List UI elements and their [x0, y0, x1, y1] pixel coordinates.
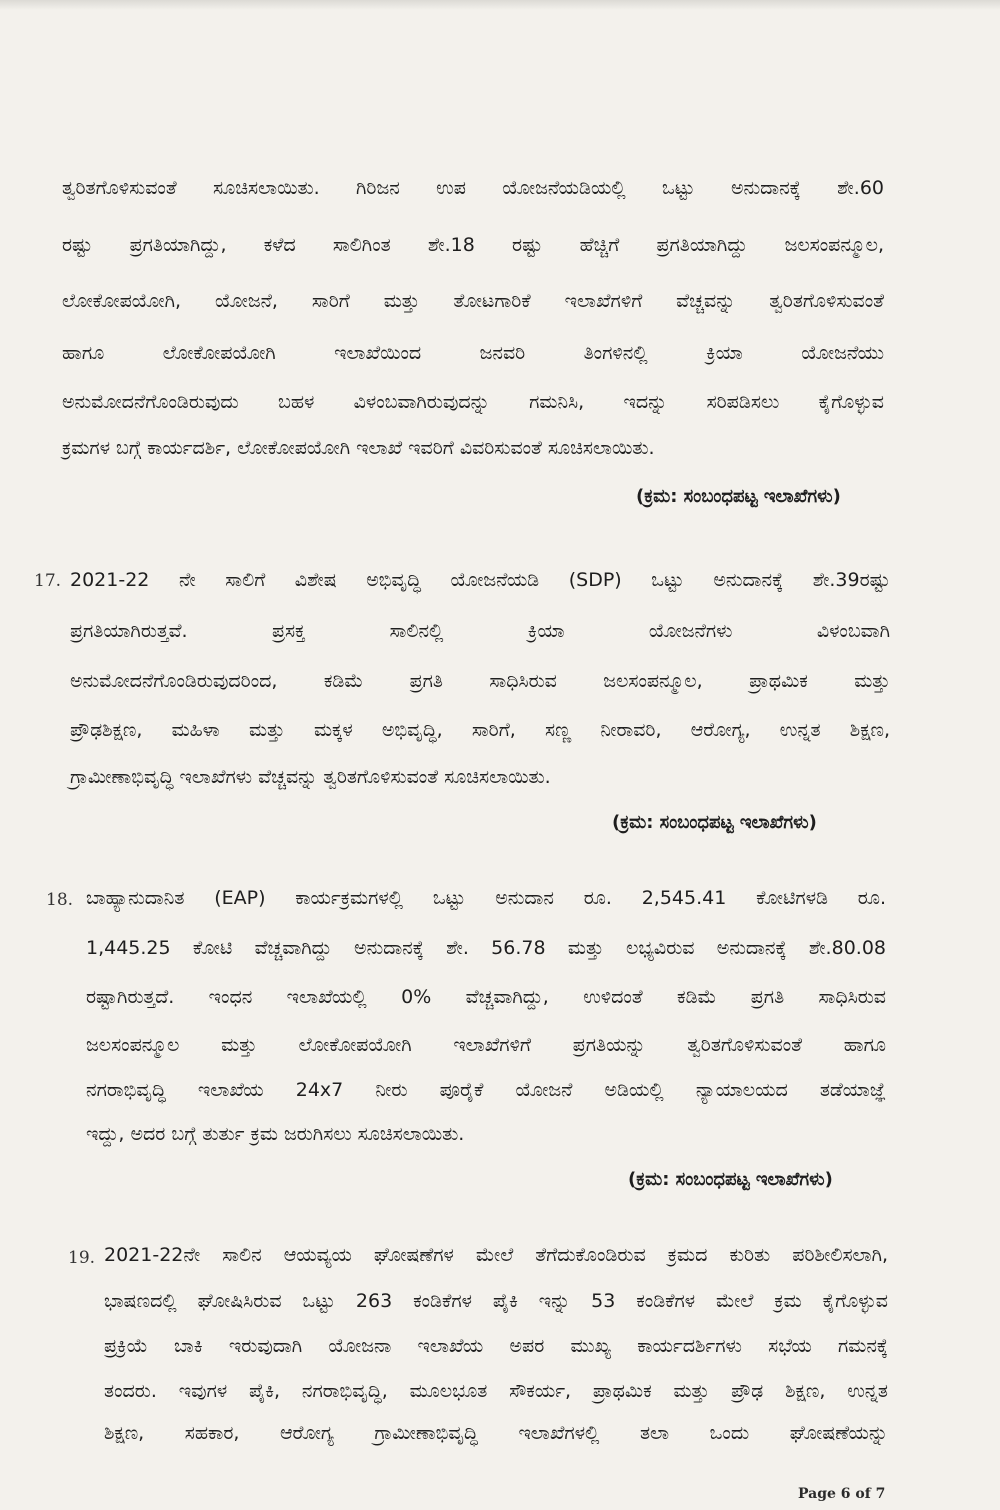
text-line: ಶಿಕ್ಷಣ, ಸಹಕಾರ, ಆರೋಗ್ಯ ಗ್ರಾಮೀಣಾಭಿವೃದ್ಧಿ ಇಲಾಖೆಗಳಲ್ಲಿ ತಲಾ ಒಂದು ಘೋಷಣೆಯನ್ನು: [104, 1422, 888, 1444]
text-line: ಪ್ರಗತಿಯಾಗಿರುತ್ತವೆ. ಪ್ರಸಕ್ತ ಸಾಲಿನಲ್ಲಿ ಕ್ರಿಯಾ ಯೋಜನೆಗಳು ವಿಳಂಬವಾಗಿ: [70, 620, 890, 642]
item-number: 18.: [46, 890, 74, 910]
text-line: ಪ್ರಕ್ರಿಯೆ ಬಾಕಿ ಇರುವುದಾಗಿ ಯೋಜನಾ ಇಲಾಖೆಯ ಅಪರ ಮುಖ್ಯ ಕಾರ್ಯದರ್ಶಿಗಳು ಸಭೆಯ ಗಮನಕ್ಕೆ: [104, 1335, 888, 1357]
text-line: ಅನುಮೋದನೆಗೊಂಡಿರುವುದು ಬಹಳ ವಿಳಂಬವಾಗಿರುವುದನ್ನು ಗಮನಿಸಿ, ಇದನ್ನು ಸರಿಪಡಿಸಲು ಕೈಗೊಳ್ಳುವ: [62, 391, 884, 413]
page-top-edge: [0, 0, 1000, 10]
item-number: 19.: [68, 1248, 96, 1268]
text-line: ತ್ವರಿತಗೊಳಿಸುವಂತೆ ಸೂಚಿಸಲಾಯಿತು. ಗಿರಿಜನ ಉಪ ಯೋಜನೆಯಡಿಯಲ್ಲಿ ಒಟ್ಟು ಅನುದಾನಕ್ಕೆ ಶೇ.60: [62, 177, 884, 199]
text-line: ಹಾಗೂ ಲೋಕೋಪಯೋಗಿ ಇಲಾಖೆಯಿಂದ ಜನವರಿ ತಿಂಗಳಿನಲ್ಲಿ ಕ್ರಿಯಾ ಯೋಜನೆಯು: [62, 342, 884, 364]
text-line: ಇದ್ದು, ಅದರ ಬಗ್ಗೆ ತುರ್ತು ಕ್ರಮ ಜರುಗಿಸಲು ಸೂಚಿಸಲಾಯಿತು.: [86, 1123, 465, 1145]
text-line: ರಷ್ಟು ಪ್ರಗತಿಯಾಗಿದ್ದು, ಕಳೆದ ಸಾಲಿಗಿಂತ ಶೇ.18 ರಷ್ಟು ಹೆಚ್ಚಿಗೆ ಪ್ರಗತಿಯಾಗಿದ್ದು ಜಲಸಂಪನ್ಮೂಲ,: [62, 234, 884, 256]
text-line: ಲೋಕೋಪಯೋಗಿ, ಯೋಜನೆ, ಸಾರಿಗೆ ಮತ್ತು ತೋಟಗಾರಿಕೆ ಇಲಾಖೆಗಳಿಗೆ ವೆಚ್ಚವನ್ನು ತ್ವರಿತಗೊಳಿಸುವಂತೆ: [62, 290, 884, 312]
action-attribution: (ಕ್ರಮ: ಸಂಬಂಧಪಟ್ಟ ಇಲಾಖೆಗಳು): [636, 486, 841, 507]
action-attribution: (ಕ್ರಮ: ಸಂಬಂಧಪಟ್ಟ ಇಲಾಖೆಗಳು): [612, 812, 817, 833]
text-line: ಭಾಷಣದಲ್ಲಿ ಘೋಷಿಸಿರುವ ಒಟ್ಟು 263 ಕಂಡಿಕೆಗಳ ಪೈಕಿ ಇನ್ನು 53 ಕಂಡಿಕೆಗಳ ಮೇಲೆ ಕ್ರಮ ಕೈಗೊಳ್ಳುವ: [104, 1290, 888, 1312]
page-number: Page 6 of 7: [798, 1486, 886, 1502]
text-line: ನಗರಾಭಿವೃದ್ಧಿ ಇಲಾಖೆಯ 24x7 ನೀರು ಪೂರೈಕೆ ಯೋಜನೆ ಅಡಿಯಲ್ಲಿ ನ್ಯಾಯಾಲಯದ ತಡೆಯಾಜ್ಞೆ: [86, 1079, 886, 1101]
text-line: ರಷ್ಟಾಗಿರುತ್ತದೆ. ಇಂಧನ ಇಲಾಖೆಯಲ್ಲಿ 0% ವೆಚ್ಚವಾಗಿದ್ದು, ಉಳಿದಂತೆ ಕಡಿಮೆ ಪ್ರಗತಿ ಸಾಧಿಸಿರುವ: [86, 986, 886, 1008]
text-line: ಗ್ರಾಮೀಣಾಭಿವೃದ್ಧಿ ಇಲಾಖೆಗಳು ವೆಚ್ಚವನ್ನು ತ್ವರಿತಗೊಳಿಸುವಂತೆ ಸೂಚಿಸಲಾಯಿತು.: [70, 766, 551, 788]
text-line: ಜಲಸಂಪನ್ಮೂಲ ಮತ್ತು ಲೋಕೋಪಯೋಗಿ ಇಲಾಖೆಗಳಿಗೆ ಪ್ರಗತಿಯನ್ನು ತ್ವರಿತಗೊಳಿಸುವಂತೆ ಹಾಗೂ: [86, 1034, 886, 1056]
action-attribution: (ಕ್ರಮ: ಸಂಬಂಧಪಟ್ಟ ಇಲಾಖೆಗಳು): [628, 1169, 833, 1190]
item-number: 17.: [34, 571, 62, 591]
text-line: 2021-22ನೇ ಸಾಲಿನ ಆಯವ್ಯಯ ಘೋಷಣೆಗಳ ಮೇಲೆ ತೆಗೆದುಕೊಂಡಿರುವ ಕ್ರಮದ ಕುರಿತು ಪರಿಶೀಲಿಸಲಾಗಿ,: [104, 1244, 888, 1266]
text-line: ಪ್ರೌಢಶಿಕ್ಷಣ, ಮಹಿಳಾ ಮತ್ತು ಮಕ್ಕಳ ಅಭಿವೃದ್ಧಿ, ಸಾರಿಗೆ, ಸಣ್ಣ ನೀರಾವರಿ, ಆರೋಗ್ಯ, ಉನ್ನತ ಶಿಕ್ಷಣ,: [70, 719, 890, 741]
text-line: ಅನುಮೋದನೆಗೊಂಡಿರುವುದರಿಂದ, ಕಡಿಮೆ ಪ್ರಗತಿ ಸಾಧಿಸಿರುವ ಜಲಸಂಪನ್ಮೂಲ, ಪ್ರಾಥಮಿಕ ಮತ್ತು: [70, 670, 890, 692]
text-line: ಕ್ರಮಗಳ ಬಗ್ಗೆ ಕಾರ್ಯದರ್ಶಿ, ಲೋಕೋಪಯೋಗಿ ಇಲಾಖೆ ಇವರಿಗೆ ವಿವರಿಸುವಂತೆ ಸೂಚಿಸಲಾಯಿತು.: [62, 437, 655, 459]
text-line: ತಂದರು. ಇವುಗಳ ಪೈಕಿ, ನಗರಾಭಿವೃದ್ಧಿ, ಮೂಲಭೂತ ಸೌಕರ್ಯ, ಪ್ರಾಥಮಿಕ ಮತ್ತು ಪ್ರೌಢ ಶಿಕ್ಷಣ, ಉನ್ನತ: [104, 1380, 888, 1402]
text-line: 2021-22 ನೇ ಸಾಲಿಗೆ ವಿಶೇಷ ಅಭಿವೃದ್ಧಿ ಯೋಜನೆಯಡಿ (SDP) ಒಟ್ಟು ಅನುದಾನಕ್ಕೆ ಶೇ.39ರಷ್ಟು: [70, 569, 890, 591]
text-line: 1,445.25 ಕೋಟಿ ವೆಚ್ಚವಾಗಿದ್ದು ಅನುದಾನಕ್ಕೆ ಶೇ. 56.78 ಮತ್ತು ಲಭ್ಯವಿರುವ ಅನುದಾನಕ್ಕೆ ಶೇ.80.08: [86, 937, 886, 959]
text-line: ಬಾಹ್ಯಾನುದಾನಿತ (EAP) ಕಾರ್ಯಕ್ರಮಗಳಲ್ಲಿ ಒಟ್ಟು ಅನುದಾನ ರೂ. 2,545.41 ಕೋಟಿಗಳಡಿ ರೂ.: [86, 887, 886, 909]
